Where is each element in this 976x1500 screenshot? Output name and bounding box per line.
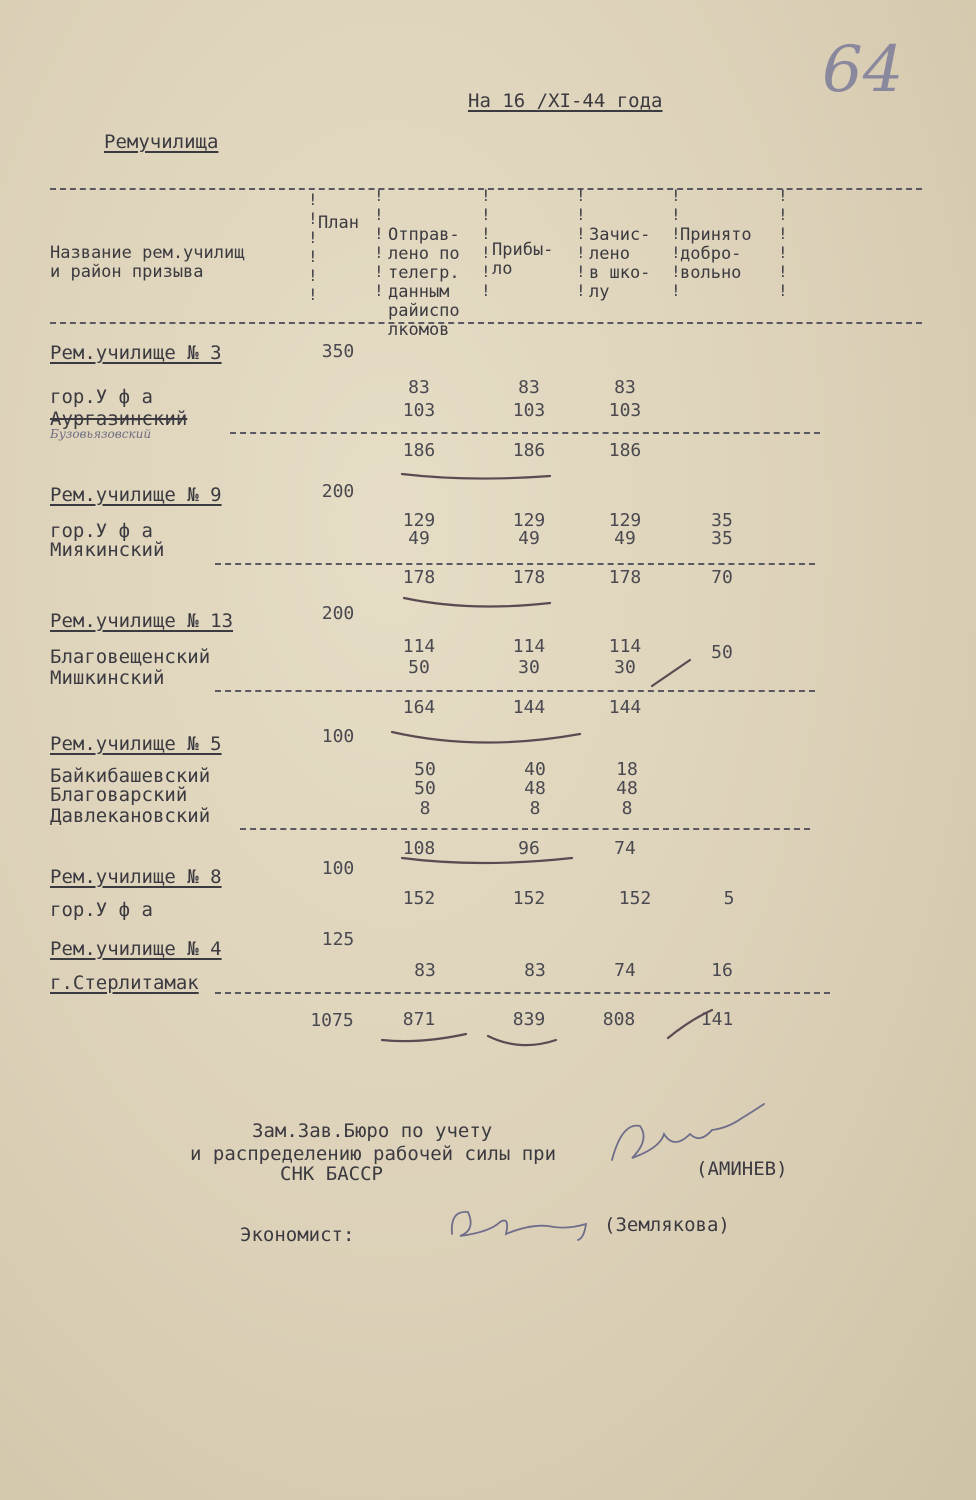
cell-arrived: 83 — [524, 960, 546, 981]
cell-enrolled: 74 — [614, 960, 636, 981]
cell-sent: 103 — [402, 400, 436, 421]
cell-enrolled: 30 — [614, 657, 636, 678]
grand-total-enrolled: 808 — [602, 1009, 636, 1030]
cell-arrived: 40 — [524, 759, 546, 780]
economist-name: (Землякова) — [604, 1214, 730, 1236]
cell-sent: 49 — [408, 528, 430, 549]
total-sent: 186 — [402, 440, 436, 461]
column-separator: ! ! ! ! ! ! — [374, 186, 384, 300]
school-plan: 200 — [321, 603, 355, 624]
pencil-underline — [402, 858, 572, 863]
column-separator: ! ! ! ! ! ! — [671, 186, 681, 300]
total-sent: 164 — [402, 697, 436, 718]
cell-sent: 152 — [402, 888, 436, 909]
cell-arrived: 83 — [518, 377, 540, 398]
district-name: Миякинский — [50, 539, 165, 561]
cell-arrived: 152 — [512, 888, 546, 909]
grand-total-sent: 871 — [402, 1009, 436, 1030]
total-sent: 178 — [402, 567, 436, 588]
header-arrived: Прибы- ло — [492, 240, 554, 279]
cell-arrived: 48 — [524, 778, 546, 799]
total-arrived: 144 — [512, 697, 546, 718]
column-separator: ! ! ! ! ! ! — [308, 190, 318, 304]
grand-total-arrived: 839 — [512, 1009, 546, 1030]
school-name: Рем.училище № 3 — [50, 342, 222, 364]
total-enrolled: 178 — [608, 567, 642, 588]
cell-arrived: 129 — [512, 510, 546, 531]
pencil-check-mark — [652, 660, 690, 686]
cell-sent: 129 — [402, 510, 436, 531]
cell-voluntary: 50 — [711, 642, 733, 663]
pencil-tick-mark — [668, 1010, 712, 1038]
district-name: Байкибашевский — [50, 765, 211, 787]
school-name: Рем.училище № 8 — [50, 866, 222, 888]
total-arrived: 186 — [512, 440, 546, 461]
grand-total-voluntary: 141 — [700, 1009, 734, 1030]
cell-enrolled: 83 — [614, 377, 636, 398]
cell-arrived: 114 — [512, 636, 546, 657]
signatory-title-line2: и распределению рабочей силы при — [190, 1143, 557, 1165]
section-title: Ремучилища — [104, 131, 219, 153]
column-separator: ! ! ! ! ! ! — [576, 186, 586, 300]
school-plan: 100 — [321, 858, 355, 879]
cell-sent: 8 — [419, 798, 431, 819]
date-line: На 16 /XI-44 года — [468, 90, 663, 112]
header-name: Название рем.училищ и район призыва — [50, 243, 245, 282]
school-name: Рем.училище № 4 — [50, 938, 222, 960]
district-name: Мишкинский — [50, 667, 165, 689]
cell-enrolled: 129 — [608, 510, 642, 531]
cell-enrolled: 18 — [616, 759, 638, 780]
cell-arrived: 30 — [518, 657, 540, 678]
signatory-name: (АМИНЕВ) — [696, 1158, 788, 1180]
district-name: гор.У ф а — [50, 899, 153, 921]
total-voluntary: 70 — [711, 567, 733, 588]
district-name: гор.У ф а — [50, 386, 153, 408]
cell-arrived: 8 — [529, 798, 541, 819]
page-number: 64 — [822, 33, 904, 107]
total-enrolled: 74 — [614, 838, 636, 859]
pencil-underline — [392, 732, 580, 743]
district-name: Благовещенский — [50, 646, 211, 668]
pencil-underline — [488, 1036, 556, 1045]
school-name: Рем.училище № 9 — [50, 484, 222, 506]
total-arrived: 178 — [512, 567, 546, 588]
cell-sent: 50 — [414, 759, 436, 780]
cell-voluntary: 35 — [711, 528, 733, 549]
column-separator: ! ! ! ! ! ! — [778, 186, 788, 300]
cell-sent: 50 — [414, 778, 436, 799]
cell-voluntary: 35 — [711, 510, 733, 531]
school-plan: 200 — [321, 481, 355, 502]
cell-enrolled: 8 — [621, 798, 633, 819]
district-name: гор.У ф а — [50, 520, 153, 542]
cell-sent: 83 — [408, 377, 430, 398]
cell-arrived: 49 — [518, 528, 540, 549]
header-enrolled: Зачис- лено в шко- лу — [589, 225, 651, 302]
district-name: г.Стерлитамак — [50, 972, 199, 994]
signature-zemlyakova — [452, 1212, 586, 1240]
signatory-title-line3: СНК БАССР — [280, 1163, 383, 1185]
handwritten-correction: Бузовьязовский — [50, 427, 152, 441]
school-name: Рем.училище № 5 — [50, 733, 222, 755]
cell-voluntary: 16 — [711, 960, 733, 981]
cell-enrolled: 114 — [608, 636, 642, 657]
cell-sent: 114 — [402, 636, 436, 657]
district-name: Благоварский — [50, 784, 188, 806]
total-sent: 108 — [402, 838, 436, 859]
total-arrived: 96 — [518, 838, 540, 859]
header-voluntary: Принято добро- вольно — [680, 225, 752, 283]
column-separator: ! ! ! ! ! ! — [481, 186, 491, 300]
cell-sent: 83 — [414, 960, 436, 981]
school-plan: 100 — [321, 726, 355, 747]
total-enrolled: 186 — [608, 440, 642, 461]
cell-enrolled: 48 — [616, 778, 638, 799]
pencil-underline — [402, 474, 550, 479]
cell-enrolled: 152 — [618, 888, 652, 909]
cell-sent: 50 — [408, 657, 430, 678]
district-name-struck: Аургазинский — [50, 408, 188, 430]
header-sent: Отправ- лено по телегр. данным райиспо лкомов — [388, 225, 460, 340]
district-name: Давлекановский — [50, 805, 211, 827]
grand-total-plan: 1075 — [310, 1010, 354, 1031]
signature-aminev — [612, 1104, 764, 1160]
school-name: Рем.училище № 13 — [50, 610, 234, 632]
school-plan: 350 — [321, 341, 355, 362]
cell-arrived: 103 — [512, 400, 546, 421]
pencil-underline — [382, 1034, 466, 1041]
cell-enrolled: 103 — [608, 400, 642, 421]
pencil-underline — [404, 598, 550, 607]
signatory-title-line1: Зам.Зав.Бюро по учету — [252, 1120, 493, 1142]
total-enrolled: 144 — [608, 697, 642, 718]
header-plan: План — [318, 213, 359, 233]
cell-enrolled: 49 — [614, 528, 636, 549]
economist-label: Экономист: — [240, 1224, 355, 1246]
cell-voluntary: 5 — [723, 888, 735, 909]
school-plan: 125 — [321, 929, 355, 950]
